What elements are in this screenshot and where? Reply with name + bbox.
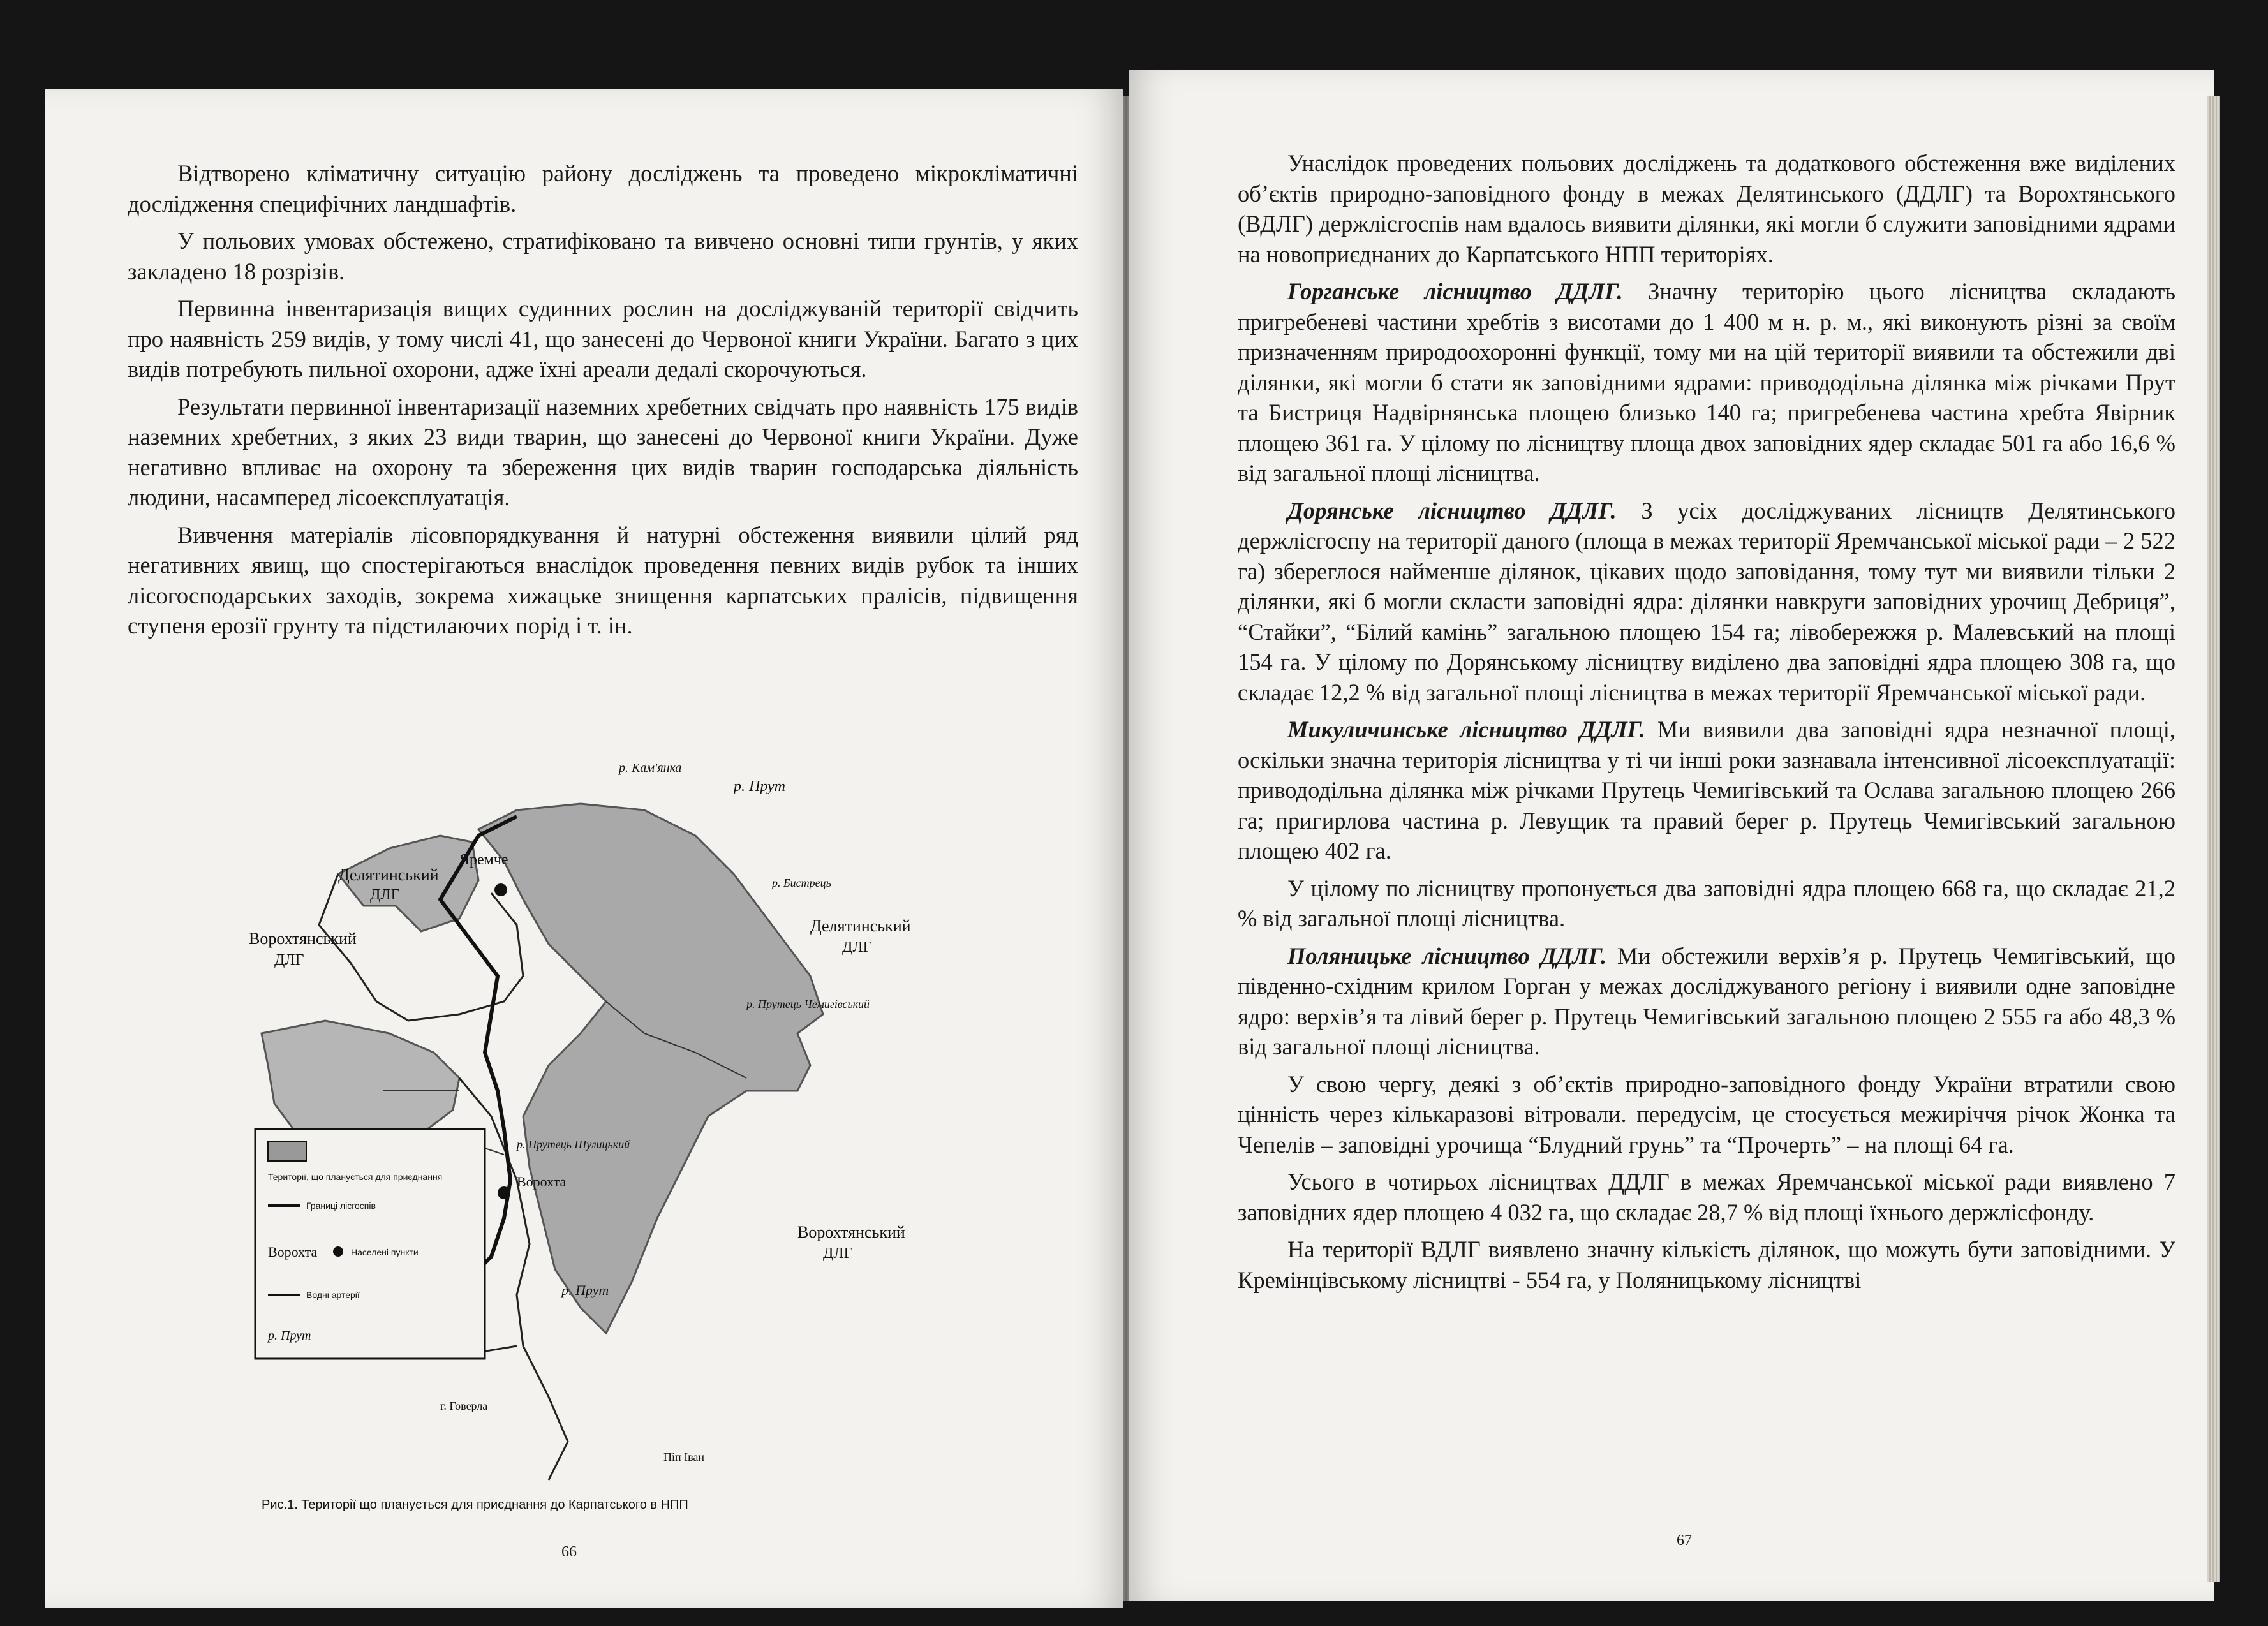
label-delyatyn-east: Делятинський <box>810 917 911 935</box>
figure-caption: Рис.1. Території що планується для приєднання до Карпатського в НПП <box>262 1498 688 1512</box>
label-river-kamyanka: р. Кам'янка <box>619 761 682 775</box>
figure-map <box>249 734 1078 1518</box>
paragraph-body: На території ВДЛГ виявлено значну кількість ділянок, що можуть бути заповідними. У Кремінцівському лісництві - 554 га, у Поляницькому лісництві <box>1238 1236 2175 1293</box>
page-number: 67 <box>1677 1532 1692 1549</box>
paragraph <box>1238 1069 2175 1160</box>
paragraph-body: Ми обстежили верхів’я р. Прутець Чемигівський, що південно-східним крилом Горган у межах досліджуваного регіону і виявили одне заповідне ядро: верхів’я та лівий берег р. Прутець Чемигівський загальною площею 2 555 га або 48,3 % від загальної площі лісництва. <box>1238 942 2175 1060</box>
legend-borders-label: Границі лісгоспів <box>306 1201 376 1211</box>
paragraph-heading: Горганське лісництво ДДЛГ. <box>1287 278 1623 304</box>
paragraph <box>1238 1167 2175 1227</box>
label-river-prutets-shul: р. Прутець Шулицький <box>517 1138 630 1151</box>
settlement-vorokhta-dot <box>498 1186 510 1199</box>
paragraph <box>1238 941 2175 1062</box>
legend-territory-swatch <box>268 1142 306 1161</box>
paragraph <box>1238 276 2175 489</box>
paragraph <box>1238 873 2175 934</box>
legend-settlement-label: Населені пункти <box>351 1247 419 1257</box>
legend-settlement-sample: Ворохта <box>268 1244 318 1260</box>
left-page-text <box>128 158 1078 648</box>
label-mountain-pip-ivan: Піп Іван <box>663 1451 705 1463</box>
page-edges <box>2207 96 2220 1582</box>
paragraph <box>1238 496 2175 708</box>
paragraph-heading: Микуличинське лісництво ДДЛГ. <box>1287 716 1646 743</box>
right-page <box>1129 70 2214 1601</box>
label-delyatyn-west-abbr: ДЛГ <box>370 887 400 903</box>
right-page-text <box>1238 148 2175 1302</box>
paragraph-body: З усіх досліджуваних лісництв Делятинського держлісгоспу на території даного (площа в межах території Яремчанської міської ради – 2 522 га) збереглося найменше ділянок, цікавих щодо заповідання, тому тут ми виявили тільки 2 ділянки, які б могли скласти заповідні ядра: ділянки навкруги заповідних урочищ Дебриця”, “Стайки”, “Білий камінь” загальною площею 154 га; лівобережжя р. Малевський на площі 154 га. У цілому по Дорянському лісництву виділено два заповідні ядра площею 308 га, що складає 12,2 % від загальної площі лісництва в межах території Яремчанської міської ради. <box>1238 497 2176 706</box>
legend-settlement-dot <box>333 1246 343 1257</box>
legend-water-label: Водні артерії <box>306 1290 360 1300</box>
paragraph <box>1238 148 2175 269</box>
paragraph-heading: Поляницьке лісництво ДДЛГ. <box>1287 942 1606 969</box>
legend-river-sample: р. Прут <box>268 1329 311 1343</box>
label-vorokhta-nw-abbr: ДЛГ <box>274 952 304 968</box>
label-river-prut-top: р. Прут <box>734 778 785 795</box>
label-vorokhta-nw: Ворохтянський <box>249 929 357 948</box>
label-delyatyn-east-abbr: ДЛГ <box>842 939 872 956</box>
legend-territory-label: Території, що планується для приєднання <box>268 1172 443 1182</box>
paragraph <box>1238 714 2175 866</box>
label-river-prutets-chem: р. Прутець Чемигівський <box>746 998 870 1010</box>
label-vorokhta-se-abbr: ДЛГ <box>823 1245 853 1262</box>
settlement-yaremche-dot <box>494 883 507 896</box>
paragraph: Відтворено кліматичну ситуацію району досліджень та проведено мікрокліматичні дослідження специфічних ландшафтів. <box>128 160 1078 217</box>
paragraph-body: Значну територію цього лісництва складають пригребеневі частини хребтів з висотами до 1 400 м н. р. м., які виконують різні за своїм призначенням природоохоронні функції, тому ми на цій території виявили та обстежили дві ділянки, які могли б стати як заповідними ядрами: привододільна ділянка між річками Прут та Бистриця Надвірнянська площею близько 140 га; пригребенева частина хребта Явірник площею 361 га. У цілому по лісництву площа двох заповідних ядер складає 501 га або 16,6 % від загальної площі лісництва. <box>1238 278 2175 486</box>
label-delyatyn-west: Делятинський <box>338 866 439 884</box>
paragraph-body: Ми виявили два заповідні ядра незначної площі, оскільки значна територія лісництва у ті чи інші роки зазнавала інтенсивної лісоексплуатації: привододільна ділянка між річками Прутець Чемигівський та Ослава загальною площею 266 га; пригирлова частина р. Левущик та правий берег р. Прутець Чемигівський загальною площею 402 га. <box>1238 716 2175 864</box>
paragraph <box>1238 1234 2175 1295</box>
label-river-prut-mid: р. Прут <box>561 1282 609 1298</box>
paragraph: Вивчення матеріалів лісовпорядкування й натурні обстеження виявили цілий ряд негативних явищ, що спостерігаються внаслідок проведення певних видів рубок та інших лісогосподарських заходів, зокрема хижацьке знищення карпатських пралісів, підвищення ступеня ерозії грунту та підстилаючих порід і т. ін. <box>128 521 1078 639</box>
page-number: 66 <box>561 1544 577 1560</box>
left-page <box>45 89 1123 1608</box>
label-mountain-hoverla: г. Говерла <box>440 1400 488 1412</box>
paragraph-body: Унаслідок проведених польових досліджень та додаткового обстеження вже виділених об’єктів природно-заповідного фонду в межах Делятинського (ДДЛГ) та Ворохтянського (ВДЛГ) держлісгоспів нам вдалось виявити ділянки, які могли б служити заповідними ядрами на новоприєднаних до Карпатського НПП територіях. <box>1238 150 2175 267</box>
paragraph-body: Усього в чотирьох лісництвах ДДЛГ в межах Яремчанської міської ради виявлено 7 заповідних ядер площею 4 032 га, що складає 28,7 % від площі їхнього держлісфонду. <box>1238 1169 2175 1225</box>
territory-east <box>478 804 823 1333</box>
paragraph: Первинна інвентаризація вищих судинних рослин на досліджуваній території свідчить про наявність 259 видів, у тому числі 41, що занесені до Червоної книги України. Багато з цих видів потребують пильної охорони, адже їхні ареали дедалі скорочуються. <box>128 295 1078 382</box>
paragraph: У польових умовах обстежено, стратифіковано та вивчено основні типи грунтів, у яких закладено 18 розрізів. <box>128 228 1078 285</box>
map-svg <box>249 734 1078 1518</box>
label-river-bystrets: р. Бистрець <box>772 876 831 889</box>
label-town-vorokhta: Ворохта <box>517 1174 567 1190</box>
label-town-yaremche: Яремче <box>459 852 508 868</box>
paragraph: Результати первинної інвентаризації наземних хребетних свідчать про наявність 175 видів наземних хребетних, з яких 23 види тварин, що занесені до Червоної книги України. Дуже негативно впливає на охорону та збереження цих видів тварин господарська діяльність людини, насамперед лісоексплуатація. <box>128 393 1078 510</box>
paragraph-body: У свою чергу, деякі з об’єктів природно-заповідного фонду України втратили свою цінність через кількаразові вітровали. передусім, це стосується межиріччя річок Жонка та Чепелів – заповідні урочища “Блудний грунь” та “Прочерть” – на площі 64 га. <box>1238 1070 2175 1158</box>
paragraph-body: У цілому по лісництву пропонується два заповідні ядра площею 668 га, що складає 21,2 % від загальної площі лісництва. <box>1238 875 2175 931</box>
paragraph-heading: Дорянське лісництво ДДЛГ. <box>1287 497 1617 524</box>
label-vorokhta-se: Ворохтянський <box>797 1223 905 1241</box>
map-legend <box>255 1129 485 1359</box>
